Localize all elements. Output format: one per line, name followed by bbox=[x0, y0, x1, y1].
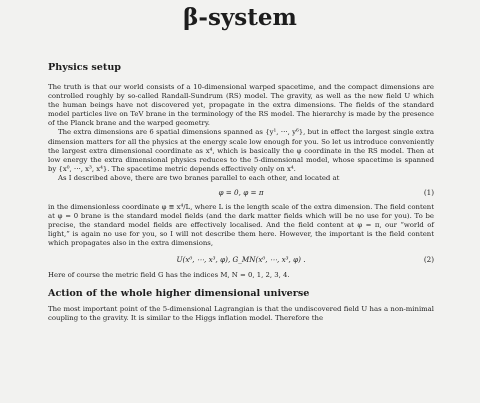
paragraph: The most important point of the 5-dimensional Lagrangian is that the undiscovered field U has a non-minimal coupling to the gravity. It is similar to the Higgs inflation model. Therefore the bbox=[48, 304, 434, 322]
equation-2 bbox=[48, 253, 434, 267]
paragraph: The truth is that our world consists of a 10-dimensional warped spacetime, and the compact dimensions are controlled roughly by so-called Randall-Sundrum (RS) model. The gravity, as well as the new field U which the human beings have not discovered yet, propagate in the extra dimensions. The fields of the standard model particles live on TeV brane in the terminology of the RS model. The hierarchy is made by the presence of the Planck brane and the warped geometry. bbox=[48, 83, 434, 128]
paragraph: in the dimensionless coordinate φ ≡ x⁴/L, where L is the length scale of the extra dimension. The field content at φ = 0 brane is the standard model fields (and the dark matter fields which will be no use for you). To be precise, the standard model fields are effectively localised. And the field content at φ = π, our “world of light,” is again no use for you, so I will not describe them here. However, the important is the field content which propagates also in the extra dimensions, bbox=[48, 203, 434, 248]
equation-1 bbox=[48, 186, 434, 200]
equation-1-number: (1) bbox=[423, 188, 434, 198]
section-heading-action: Action of the whole higher dimensional universe bbox=[48, 287, 310, 299]
paragraph: As I described above, there are two branes parallel to each other, and located at bbox=[58, 173, 340, 182]
paragraph: Here of course the metric field G has the indices M, N = 0, 1, 2, 3, 4. bbox=[48, 270, 290, 279]
equation-2-text: U(x⁰, ⋯, x³, φ), G_MN(x⁰, ⋯, x³, φ) . bbox=[176, 254, 306, 264]
document-body bbox=[48, 62, 434, 323]
document-title: β-system bbox=[183, 4, 297, 31]
page-bottom-fade bbox=[0, 393, 480, 403]
equation-1-text: φ = 0, φ = π bbox=[218, 188, 264, 198]
equation-2-number: (2) bbox=[423, 254, 434, 264]
paragraph: The extra dimensions are 6 spatial dimensions spanned as {y¹, ⋯, y⁶}, but in effect the largest single extra dimension matters for all the physics at the energy scale low enough for you. So let us introduce conveniently the largest extra dimensional coordinate as x⁴, which is basically the φ coordinate in the RS model. Then at low energy the extra dimensional physics reduces to the 5-dimensional model, whose spacetime is spanned by {x⁰, ⋯, x³, x⁴}. The spacetime metric depends effectively only on x⁴. bbox=[48, 128, 434, 173]
section-heading-physics-setup: Physics setup bbox=[48, 62, 122, 73]
